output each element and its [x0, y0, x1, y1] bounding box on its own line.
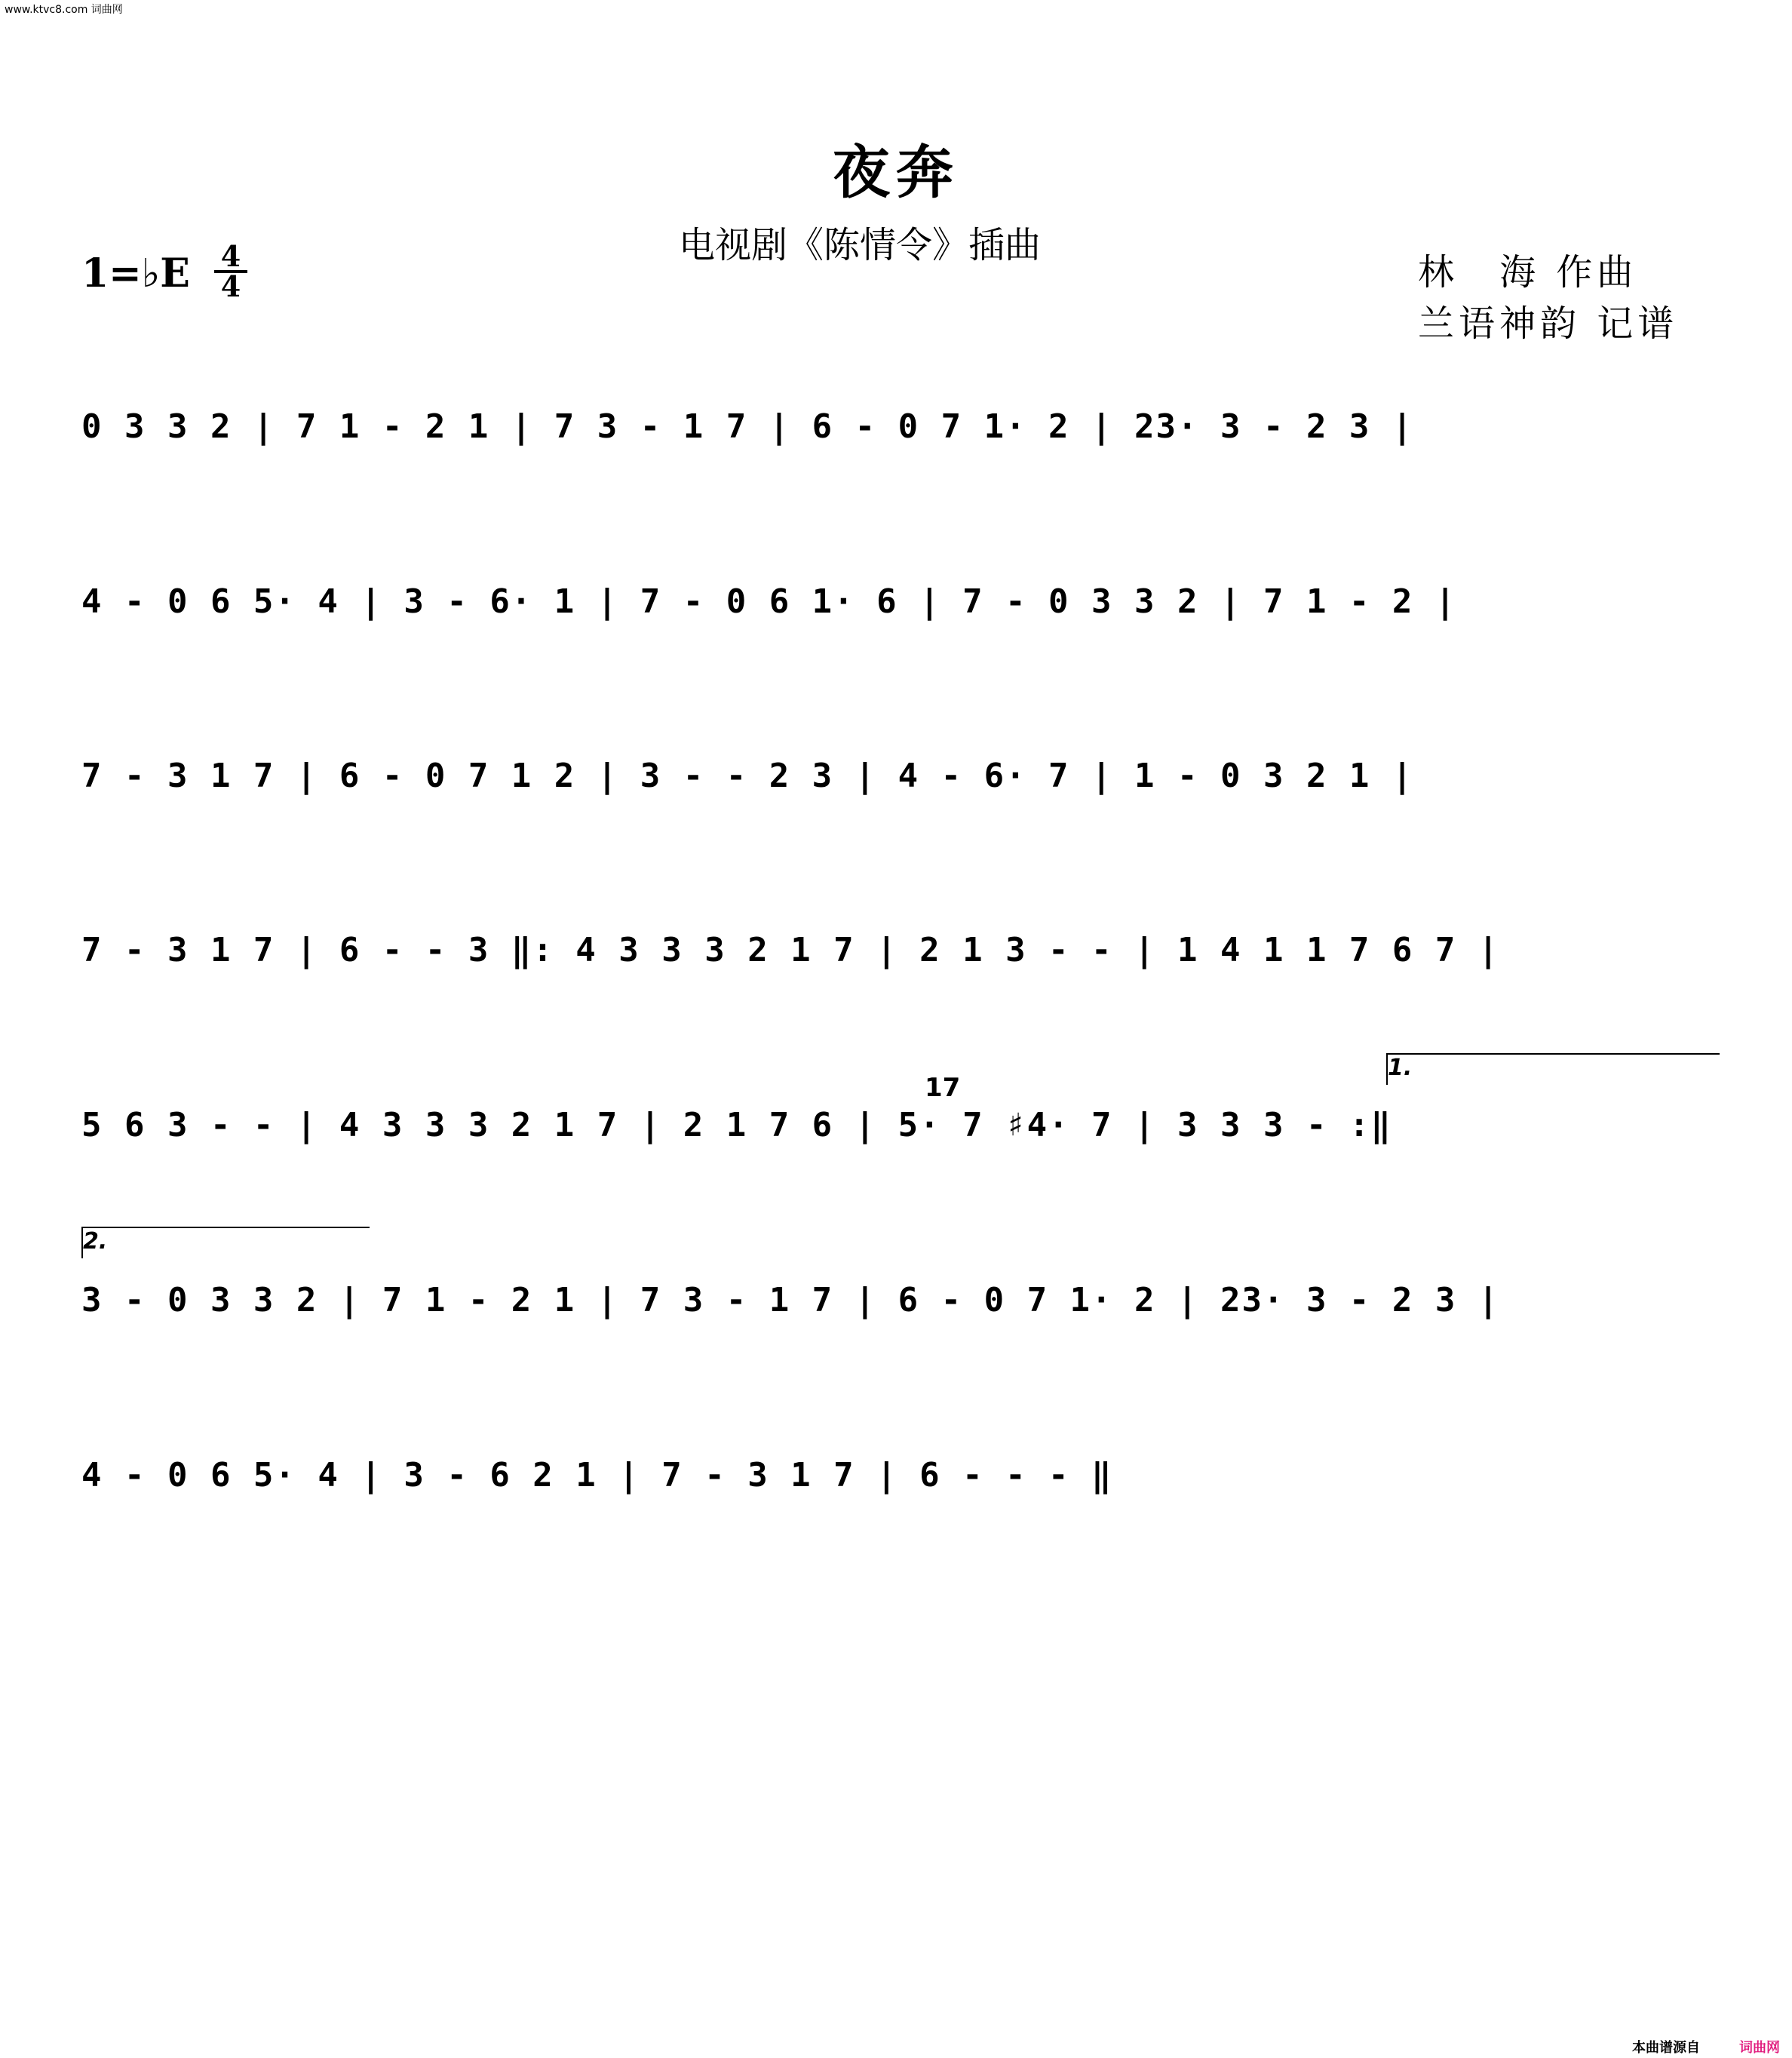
- volta-second-ending: [81, 1227, 370, 1258]
- transcriber-credit: 兰语神韵 记谱: [1418, 303, 1679, 345]
- notation-line-2: 4 - 0 6 5· 4 | 3 - 6· 1 | 7 - 0 6 1· 6 | 7 - 0 3 3 2 | 7 1 - 2 |: [81, 582, 1457, 621]
- notation-line-5: 5 6 3 - - | 4 3 3 3 2 1 7 | 2 1 7 6 | 5· 7 ♯4· 7 | 3 3 3 - :‖: [81, 1106, 1392, 1144]
- notation-line-1: 0 3 3 2 | 7 1 - 2 1 | 7 3 - 1 7 | 6 - 0 7 1· 2 | 23· 3 - 2 3 |: [81, 407, 1414, 446]
- grace-note: 17: [925, 1073, 961, 1103]
- notation-line-7: 4 - 0 6 5· 4 | 3 - 6 2 1 | 7 - 3 1 7 | 6 - - - ‖: [81, 1456, 1113, 1494]
- site-url: www.ktvc8.com 词曲网: [5, 4, 123, 16]
- volta-second-label: 2.: [83, 1228, 108, 1255]
- song-title: 夜奔: [833, 139, 959, 206]
- footer-source-label: 本曲谱源自: [1632, 2040, 1700, 2056]
- key-signature: 1=♭E: [81, 250, 190, 296]
- footer-site-name: 词曲网: [1739, 2040, 1780, 2056]
- time-denominator: 4: [220, 269, 241, 303]
- time-signature: [214, 239, 247, 303]
- notation-line-6: 3 - 0 3 3 2 | 7 1 - 2 1 | 7 3 - 1 7 | 6 - 0 7 1· 2 | 23· 3 - 2 3 |: [81, 1281, 1500, 1319]
- song-subtitle: 电视剧《陈情令》插曲: [679, 224, 1042, 266]
- volta-first-ending: [1386, 1053, 1720, 1085]
- volta-first-label: 1.: [1388, 1055, 1413, 1081]
- notation-line-3: 7 - 3 1 7 | 6 - 0 7 1 2 | 3 - - 2 3 | 4 - 6· 7 | 1 - 0 3 2 1 |: [81, 757, 1414, 795]
- composer-credit: 林 海 作曲: [1418, 251, 1638, 293]
- notation-line-4: 7 - 3 1 7 | 6 - - 3 ‖: 4 3 3 3 2 1 7 | 2 1 3 - - | 1 4 1 1 7 6 7 |: [81, 931, 1500, 969]
- time-numerator: 4: [220, 239, 241, 273]
